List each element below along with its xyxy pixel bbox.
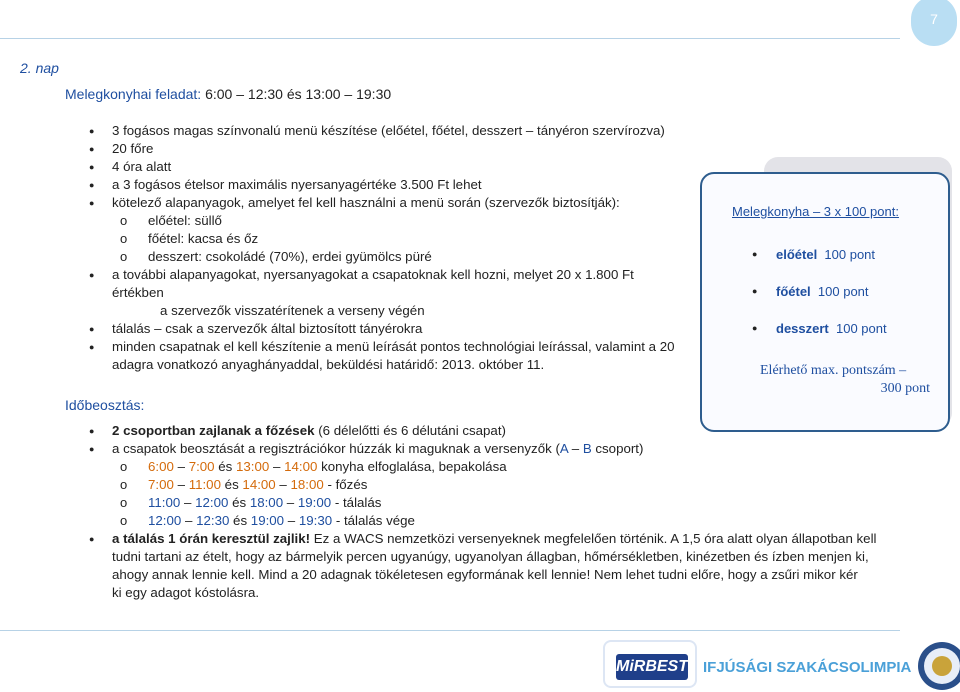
score-item: ● előétel 100 pont bbox=[752, 236, 887, 273]
list-item: ● 3 fogásos magas színvonalú menü készítése (előétel, főétel, desszert – tányéron szervírozva) bbox=[88, 122, 688, 140]
schedule-row: o 12:00 – 12:30 és 19:00 – 19:30 - tálalás vége bbox=[88, 512, 888, 530]
list-item: ● a csapatok beosztását a regisztrációkor húzzák ki maguknak a versenyzők (A – B csoport) bbox=[88, 440, 888, 458]
mirbest-logo: MiRBEST bbox=[616, 654, 688, 680]
list-item: ● tálalás – csak a szervezők által biztosított tányérokra bbox=[88, 320, 688, 338]
list-item: ● kötelező alapanyagok, amelyet fel kell használni a menü során (szervezők biztosítják): bbox=[88, 194, 688, 212]
task-title bbox=[65, 86, 391, 102]
score-box bbox=[700, 172, 950, 432]
footer-divider bbox=[0, 630, 900, 631]
page-number-badge: 7 bbox=[911, 0, 957, 46]
score-list bbox=[752, 236, 887, 347]
header-divider bbox=[0, 38, 900, 39]
event-title: IFJÚSÁGI SZAKÁCSOLIMPIA bbox=[703, 659, 912, 676]
schedule-title: Időbeosztás: bbox=[65, 397, 145, 413]
list-item: ● 2 csoportban zajlanak a főzések (6 délelőtti és 6 délutáni csapat) bbox=[88, 422, 888, 440]
score-item: ● desszert 100 pont bbox=[752, 310, 887, 347]
task-list bbox=[88, 122, 688, 374]
task-title-times: 6:00 – 12:30 és 13:00 – 19:30 bbox=[205, 86, 392, 102]
list-item: ● 4 óra alatt bbox=[88, 158, 688, 176]
list-item: ● 20 főre bbox=[88, 140, 688, 158]
day-heading: 2. nap bbox=[20, 60, 59, 76]
score-box-heading: Melegkonyha – 3 x 100 pont: bbox=[732, 204, 899, 219]
list-item: ● a tálalás 1 órán keresztül zajlik! Ez a WACS nemzetközi versenyeknek megfelelően történik. A 1,5 óra alatt olyan állapotban kell tudni tartani az ételt, hogy az bármelyik percen ugyanúgy, ugyanolyan állagban, hőmérsékletben, kinézetben és ízben menjen ki, ahogy annak lennie kell. Mind a 20 adagnak tökéletesen egyformának kell lennie! Nem lehet tudni előre, hogy a zsűri mikor kér ki egy adagot kóstolásra. bbox=[88, 530, 888, 602]
max-score: Elérhető max. pontszám – 300 pont bbox=[760, 363, 930, 396]
schedule-row: o 7:00 – 11:00 és 14:00 – 18:00 - főzés bbox=[88, 476, 888, 494]
ingredient-item: o főétel: kacsa és őz bbox=[88, 230, 688, 248]
ingredient-item: o előétel: süllő bbox=[88, 212, 688, 230]
olympia-seal-icon bbox=[912, 636, 960, 692]
list-item: ● minden csapatnak el kell készítenie a menü leírását pontos technológiai leírással, valamint a 20 adagra vonatkozó anyaghányaddal, beküldési határidő: 2013. október 11. bbox=[88, 338, 688, 374]
schedule-row: o 6:00 – 7:00 és 13:00 – 14:00 konyha elfoglalása, bepakolása bbox=[88, 458, 888, 476]
schedule-row: o 11:00 – 12:00 és 18:00 – 19:00 - tálalás bbox=[88, 494, 888, 512]
list-item: ● a 3 fogásos ételsor maximális nyersanyagértéke 3.500 Ft lehet bbox=[88, 176, 688, 194]
task-title-label: Melegkonyhai feladat: bbox=[65, 86, 202, 102]
list-item: ● a további alapanyagokat, nyersanyagokat a csapatoknak kell hozni, melyet 20 x 1.800 Ft értékben a szervezők visszatérítenek a verseny végén bbox=[88, 266, 688, 320]
ingredient-item: o desszert: csokoládé (70%), erdei gyümölcs püré bbox=[88, 248, 688, 266]
score-item: ● főétel 100 pont bbox=[752, 273, 887, 310]
schedule-list bbox=[88, 422, 888, 602]
